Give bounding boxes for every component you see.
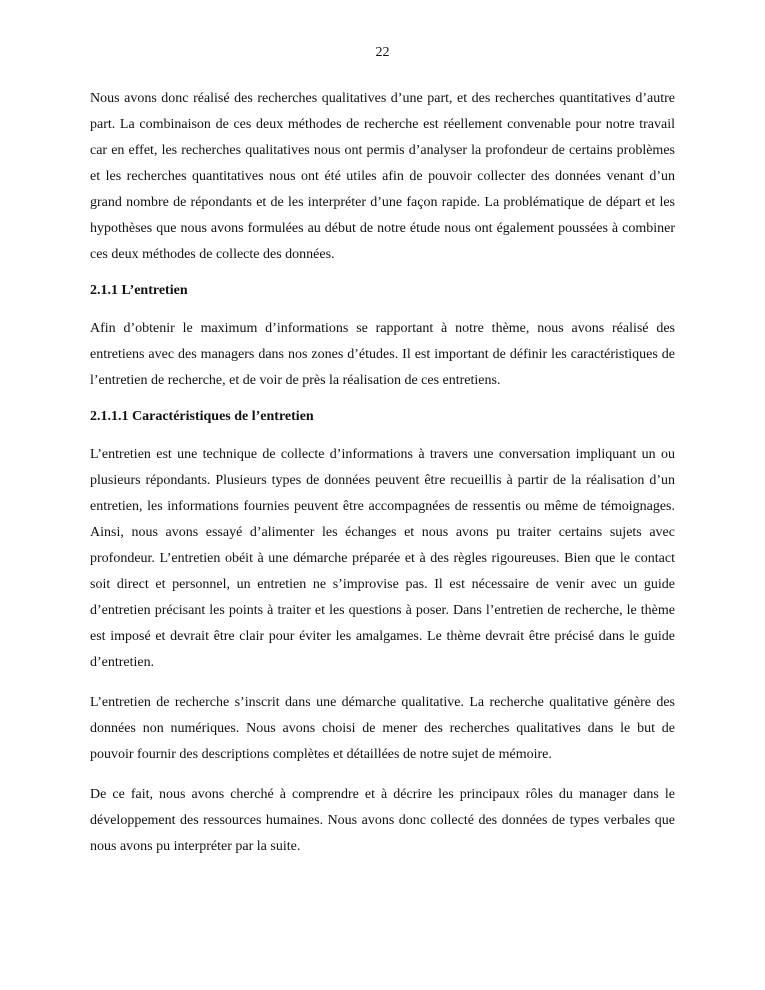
paragraph-entretien-intro: Afin d’obtenir le maximum d’informations se rapportant à notre thème, nous avons réalisé des entretiens avec des managers dans nos zones d’études. Il est important de définir les caractéristiques de l’entretien de recherche, et de voir de près la réalisation de ces entretiens. <box>90 321 675 388</box>
section-heading-entretien: 2.1.1 L’entretien <box>90 283 188 298</box>
paragraph-qualitative-approach: L’entretien de recherche s’inscrit dans une démarche qualitative. La recherche qualitative génère des données non numériques. Nous avons choisi de mener des recherches qualitatives dans le but de pouvoir fournir des descriptions complètes et détaillées de notre sujet de mémoire. <box>90 695 675 762</box>
paragraph-conclusion: De ce fait, nous avons cherché à comprendre et à décrire les principaux rôles du manager dans le développement des ressources humaines. Nous avons donc collecté des données de types verbales que nous avons pu interpréter par la suite. <box>90 787 675 854</box>
page-number: 22 <box>375 45 390 60</box>
subsection-heading-caracteristiques: 2.1.1.1 Caractéristiques de l’entretien <box>90 409 314 424</box>
paragraph-entretien-definition: L’entretien est une technique de collecte d’informations à travers une conversation impliquant un ou plusieurs répondants. Plusieurs types de données peuvent être recueillis à partir de la réalisation d’un entretien, les informations fournies peuvent être accompagnées de ressentis ou même de témoignages. Ainsi, nous avons essayé d’alimenter les échanges et nous avons pu traiter certains sujets avec profondeur. L’entretien obéit à une démarche préparée et à des règles rigoureuses. Bien que le contact soit direct et personnel, un entretien ne s’improvise pas. Il est nécessaire de venir avec un guide d’entretien précisant les points à traiter et les questions à poser. Dans l’entretien de recherche, le thème est imposé et devrait être clair pour éviter les amalgames. Le thème devrait être précisé dans le guide d’entretien. <box>90 447 675 670</box>
document-body <box>90 86 675 860</box>
paragraph-methods-combination: Nous avons donc réalisé des recherches qualitatives d’une part, et des recherches quantitatives d’autre part. La combinaison de ces deux méthodes de recherche est réellement convenable pour notre travail car en effet, les recherches qualitatives nous ont permis d’analyser la profondeur de certains problèmes et les recherches quantitatives nous ont été utiles afin de pouvoir collecter des données venant d’un grand nombre de répondants et de les interpréter d’une façon rapide. La problématique de départ et les hypothèses que nous avons formulées au début de notre étude nous ont également poussées à combiner ces deux méthodes de collecte des données. <box>90 91 675 262</box>
